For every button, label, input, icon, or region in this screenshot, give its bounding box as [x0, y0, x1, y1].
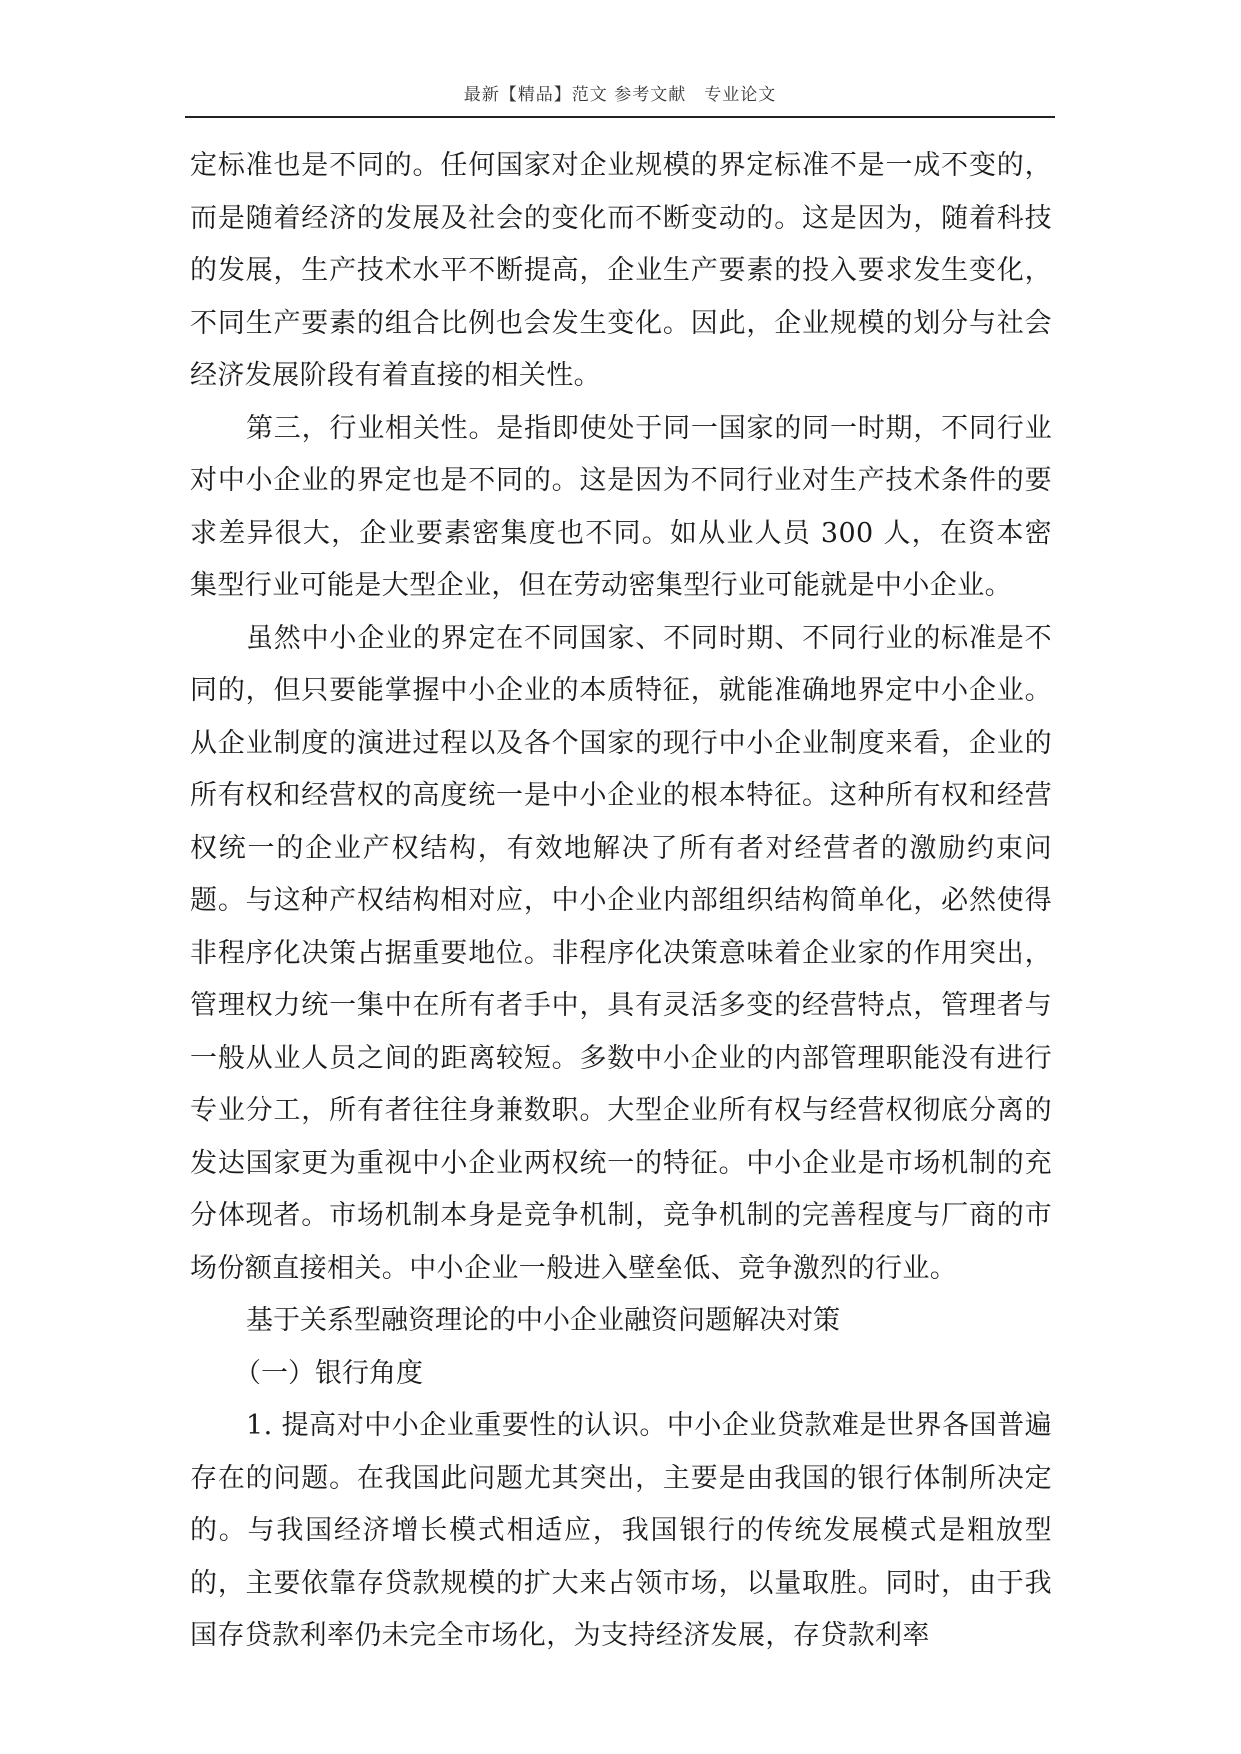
section-heading: 基于关系型融资理论的中小企业融资问题解决对策: [246, 1305, 840, 1336]
subsection-heading: （一）银行角度: [234, 1357, 423, 1389]
header-text: 最新【精品】范文 参考文献 专业论文: [463, 85, 777, 105]
page-header: [185, 84, 1055, 118]
paragraph-2: 第三，行业相关性。是指即使处于同一国家的同一时期，不同行业对中小企业的界定也是不同的。这是因为不同行业对生产技术条件的要求差异很大，企业要素密集度也不同。如从业人员 300 人，在资本密集型行业可能是大型企业，但在劳动密集型行业可能就是中小企业。: [190, 412, 1052, 601]
paragraph-1: 定标准也是不同的。任何国家对企业规模的界定标准不是一成不变的，而是随着经济的发展及社会的变化而不断变动的。这是因为，随着科技的发展，生产技术水平不断提高，企业生产要素的投入要求发生变化，不同生产要素的组合比例也会发生变化。因此，企业规模的划分与社会经济发展阶段有着直接的相关性。: [190, 150, 1052, 391]
paragraph-3: 虽然中小企业的界定在不同国家、不同时期、不同行业的标准是不同的，但只要能掌握中小企业的本质特征，就能准确地界定中小企业。从企业制度的演进过程以及各个国家的现行中小企业制度来看，企业的所有权和经营权的高度统一是中小企业的根本特征。这种所有权和经营权统一的企业产权结构，有效地解决了所有者对经营者的激励约束问题。与这种产权结构相对应，中小企业内部组织结构简单化，必然使得非程序化决策占据重要地位。非程序化决策意味着企业家的作用突出，管理权力统一集中在所有者手中，具有灵活多变的经营特点，管理者与一般从业人员之间的距离较短。多数中小企业的内部管理职能没有进行专业分工，所有者往往身兼数职。大型企业所有权与经营权彻底分离的发达国家更为重视中小企业两权统一的特征。中小企业是市场机制的充分体现者。市场机制本身是竞争机制，竞争机制的完善程度与厂商的市场份额直接相关。中小企业一般进入壁垒低、竞争激烈的行业。: [190, 622, 1052, 1284]
paragraph-4: 1. 提高对中小企业重要性的认识。中小企业贷款难是世界各国普遍存在的问题。在我国此问题尤其突出，主要是由我国的银行体制所决定的。与我国经济增长模式相适应，我国银行的传统发展模式是粗放型的，主要依靠存贷款规模的扩大来占领市场，以量取胜。同时，由于我国存贷款利率仍未完全市场化，为支持经济发展，存贷款利率: [190, 1410, 1052, 1651]
document-body: [190, 140, 1052, 1663]
